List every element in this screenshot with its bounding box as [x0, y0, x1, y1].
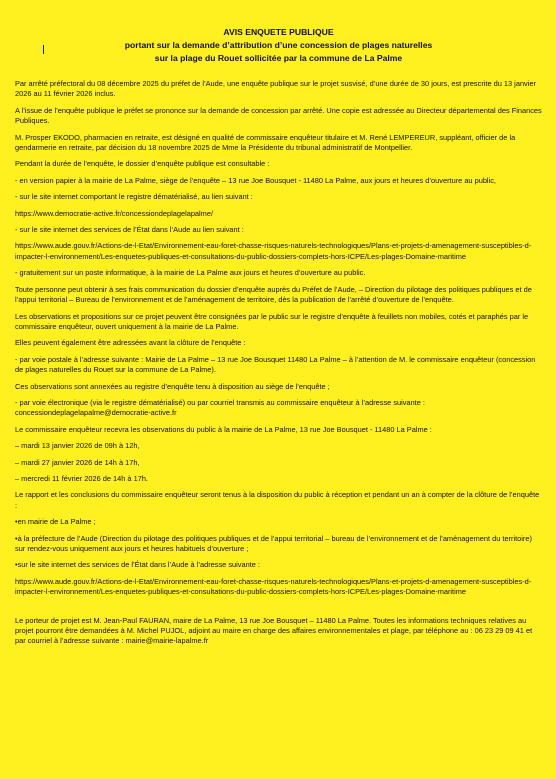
notice-paragraph: - sur le site internet des services de l’État dans l’Aude au lien suivant : [15, 225, 244, 235]
notice-paragraph: Par arrêté préfectoral du 08 décembre 2025 du préfet de l’Aude, une enquête publique sur le projet susvisé, d’une durée de 30 jours, est prescrite du 13 janvier 2026 au 11 février 2026 inclus. [15, 79, 536, 99]
notice-paragraph: https://www.aude.gouv.fr/Actions-de-l-Etat/Environnement-eau-foret-chasse-risques-naturels-technologiques/Plans-et-projets-d-amenagement-susceptibles-d-impacter-l-environnement/Les-enquetes-publiques-et-consultations-du-public-dossiers-complets-hors-ICPE/Les-plages-Domaine-maritime [15, 576, 532, 597]
notice-paragraph: – mardi 27 janvier 2026 de 14h à 17h, [15, 457, 140, 467]
notice-paragraph: Le rapport et les conclusions du commissaire enquêteur seront tenus à la disposition du public à réception et pendant un an à compter de la clôture de l’enquête : [15, 490, 540, 510]
text-cursor [43, 45, 44, 54]
notice-paragraph: Le commissaire enquêteur recevra les observations du public à la mairie de La Palme, 13 rue Joe Bousquet - 11480 La Palme : [15, 424, 432, 434]
notice-paragraph: •en mairie de La Palme ; [15, 517, 96, 527]
notice-paragraph: Pendant la durée de l’enquête, le dossier d’enquête publique est consultable : [15, 159, 270, 169]
notice-paragraph: M. Prosper EKODO, pharmacien en retraite, est désigné en qualité de commissaire enquêteur titulaire et M. René LEMPEREUR, suppléant, officier de la gendarmerie en retraite, par décision du 18 novembre 2025 de Mme la Présidente du tribunal administratif de Montpellier. [15, 132, 516, 153]
notice-paragraph: - sur le site internet comportant le registre dématérialisé, au lien suivant : [15, 192, 253, 202]
notice-paragraph: – mercredi 11 février 2026 de 14h à 17h. [15, 473, 148, 483]
notice-paragraph: Ces observations sont annexées au registre d’enquête tenu à disposition au siège de l’enquête ; [15, 381, 330, 391]
notice-body [15, 79, 542, 598]
notice-paragraph: - par voie postale à l’adresse suivante : Mairie de La Palme – 13 rue Joe Bousquet 11480 La Palme – à l’attention de M. le commissaire enquêteur (concession de plages naturelles du Rouet sur la commune de La Palme). [15, 354, 536, 375]
notice-paragraph: Les observations et propositions sur ce projet peuvent être consignées par le public sur le registre d’enquête à feuillets non mobiles, cotés et paraphés par le commissaire enquêteur, ouvert uniquement à la mairie de La Palme. [15, 311, 529, 331]
notice-paragraph: A l’issue de l’enquête publique le préfet se prononce sur la demande de concession par arrêté. Une copie est adressée au Directeur départemental des Finances Publiques. [15, 105, 542, 126]
notice-title: AVIS ENQUETE PUBLIQUE [223, 27, 334, 37]
notice-paragraph: https://www.aude.gouv.fr/Actions-de-l-Etat/Environnement-eau-foret-chasse-risques-naturels-technologiques/Plans-et-projets-d-amenagement-susceptibles-d-impacter-l-environnement/Les-enquetes-publiques-et-consultations-du-public-dossiers-complets-hors-ICPE/Les-plages-Domaine-maritime [15, 241, 532, 261]
notice-header [15, 26, 542, 65]
notice-paragraph: – mardi 13 janvier 2026 de 09h à 12h, [15, 441, 140, 451]
footer-paragraph: Le porteur de projet est M. Jean-Paul FAURAN, maire de La Palme, 13 rue Joe Bousquet – 11480 La Palme. Toutes les informations techniques relatives au projet pourront être demandées à M. Michel PUJOL, adjoint au maire en charge des affaires environnementales et plage, par téléphone au : 06 23 29 09 41 et par courriel à l’adresse suivante : mairie@mairie-lapalme.fr [15, 615, 533, 646]
notice-paragraph: •sur le site internet des services de l’État dans l’Aude à l’adresse suivante : [15, 560, 260, 570]
notice-paragraph: - en version papier à la mairie de La Palme, siège de l’enquête – 13 rue Joe Bousquet - 11480 La Palme, aux jours et heures d’ouverture au public, [15, 175, 496, 185]
notice-paragraph: Elles peuvent également être adressées avant la clôture de l’enquête : [15, 338, 246, 348]
notice-subtitle-2: sur la plage du Rouet sollicitée par la commune de La Palme [154, 53, 403, 63]
notice-paragraph: - gratuitement sur un poste informatique, à la mairie de La Palme aux jours et heures d’ouverture au public. [15, 268, 366, 278]
notice-paragraph: https://www.democratie-active.fr/concessiondeplagelapalme/ [15, 208, 214, 218]
notice-paragraph: - par voie électronique (via le registre dématérialisé) ou par courriel transmis au commissaire enquêteur à l’adresse suivante : concessiondeplagelapalme@democratie-active.fr [15, 397, 425, 418]
notice-paragraph: Toute personne peut obtenir à ses frais communication du dossier d’enquête auprès du Préfet de l’Aude, – Direction du pilotage des politiques publiques et de l’appui territorial – Bureau de l’environnement et de l’aménagement de territoire, dès la publication de l’arrêté d’ouverture de l’enquête. [15, 284, 532, 305]
notice-subtitle-1: portant sur la demande d’attribution d’une concession de plages naturelles [124, 40, 433, 50]
notice-paragraph: •à la préfecture de l’Aude (Direction du pilotage des politiques publiques et de l’appui territorial – bureau de l’environnement et de l’aménagement du territoire) sur rendez-vous uniquement aux jours et heures habituels d’ouverture ; [15, 533, 532, 553]
